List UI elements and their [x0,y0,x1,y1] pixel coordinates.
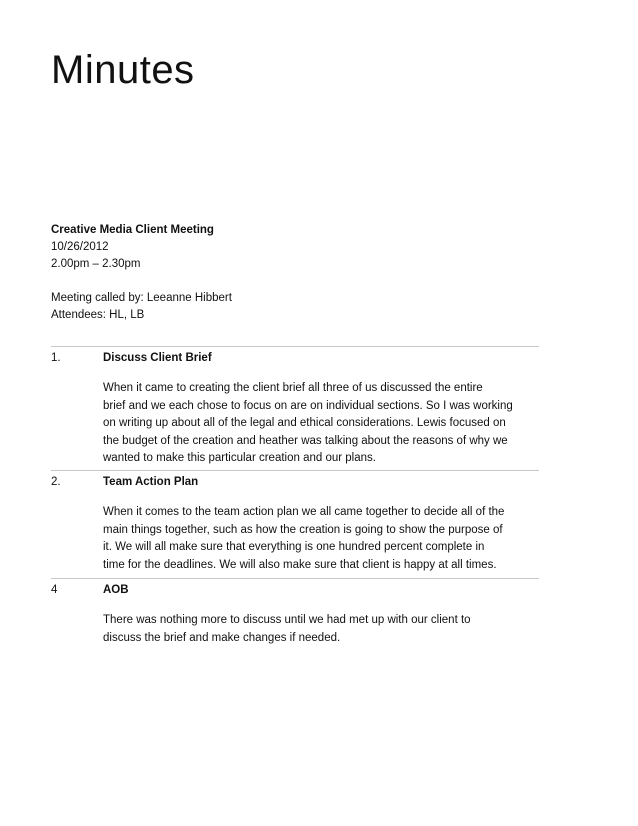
agenda-item [51,470,539,578]
meeting-attendees: Attendees: HL, LB [51,309,145,321]
item-text-line: time for the deadlines. We will also make sure that client is happy at all times. [103,558,497,571]
meeting-called-by: Meeting called by: Leeanne Hibbert [51,292,232,304]
item-number: 4 [51,584,58,596]
item-text [103,612,523,647]
item-text-line: the budget of the creation and heather was talking about the reasons of why we [103,434,508,447]
item-text-line: wanted to make this particular creation and our plans. [103,452,376,465]
item-text-line: discuss the brief and make changes if needed. [103,631,341,644]
item-text-line: brief and we each chose to focus on are on individual sections. So I was working [103,399,513,412]
meeting-name: Creative Media Client Meeting [51,224,214,236]
item-heading: AOB [103,584,129,596]
item-text [103,504,523,574]
meeting-time: 2.00pm – 2.30pm [51,258,141,270]
item-text-line: When it came to creating the client brief all three of us discussed the entire [103,382,483,394]
item-number: 1. [51,352,61,364]
item-text [103,380,523,468]
page-title: Minutes [51,48,195,92]
item-text-line: on writing up about all of the legal and ethical considerations. Lewis focused on [103,417,506,430]
item-heading: Team Action Plan [103,476,199,488]
item-text-line: There was nothing more to discuss until we had met up with our client to [103,614,471,626]
item-text-line: it. We will all make sure that everything is one hundred percent complete in [103,541,485,554]
item-text-line: main things together, such as how the creation is going to show the purpose of [103,523,503,536]
item-heading: Discuss Client Brief [103,352,212,364]
agenda-item [51,578,539,669]
meeting-date: 10/26/2012 [51,241,109,253]
item-text-line: When it comes to the team action plan we all came together to decide all of the [103,506,505,518]
agenda-items [51,346,539,669]
agenda-item [51,346,539,470]
item-number: 2. [51,476,61,488]
meeting-details [51,222,551,324]
spacer [51,273,551,290]
